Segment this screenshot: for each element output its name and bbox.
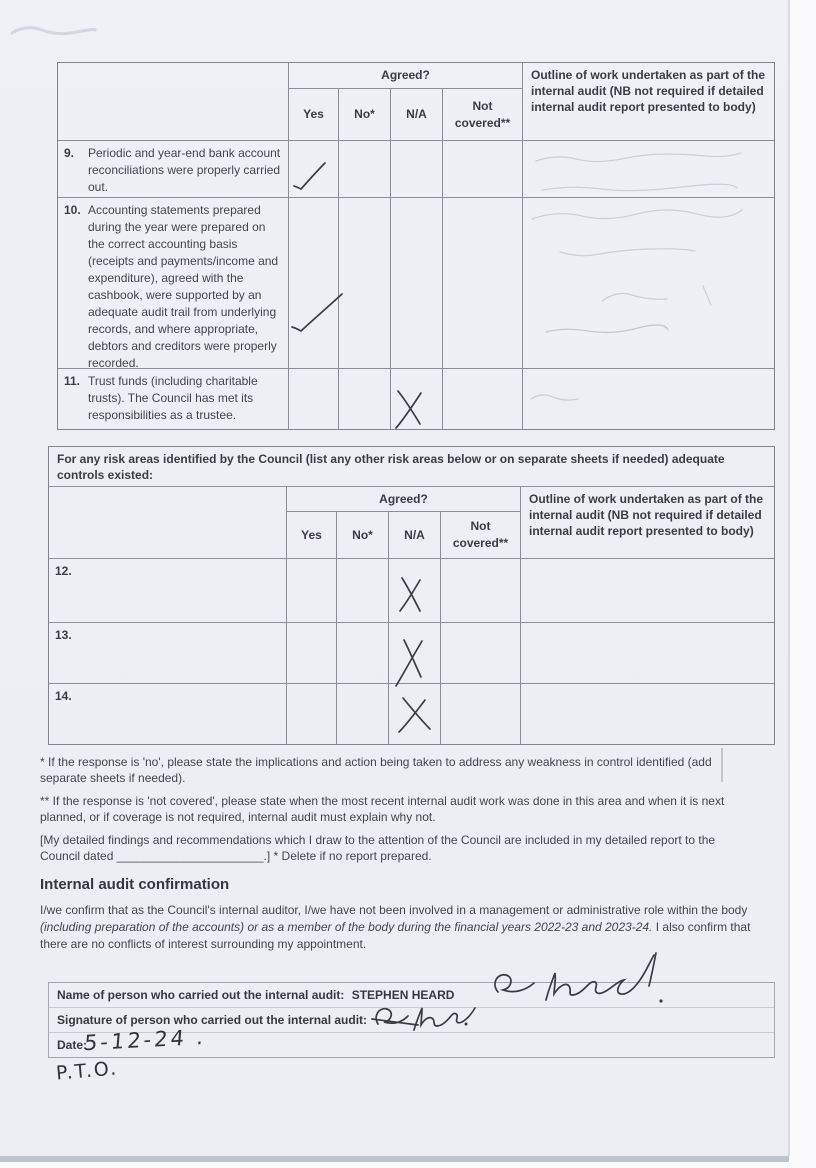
row-13-description [49,623,287,684]
row-9-description [58,141,289,198]
row-11-no-cell [339,369,391,429]
row-10-no-cell [339,198,391,369]
col-header-na: N/A [389,512,441,559]
row-14-not-covered-cell [441,684,521,744]
row-number: 10. [64,203,81,217]
row-14-yes-cell [287,684,337,744]
col-header-yes: Yes [289,89,339,141]
row-10-outline-cell [523,198,775,369]
row-14-outline-cell [521,684,775,744]
row-12-no-cell [337,559,389,623]
footnote-no-response: * If the response is 'no', please state the implications and action being taken to address any weakness in control identified (add separate sheets if needed). [40,755,712,785]
row-10-na-cell [391,198,443,369]
internal-audit-confirmation-heading: Internal audit confirmation [40,876,230,893]
footnote-detailed-findings: [My detailed findings and recommendations which I draw to the attention of the Council are included in my detailed report to the Council dated ______________________.] * Delete if no report prepared. [40,833,716,863]
row-9-na-cell [391,141,443,198]
row-number: 14. [55,689,72,703]
row-text: Periodic and year-end bank account reconciliations were properly carried out. [88,146,281,194]
paper-edge [788,0,790,1156]
auditor-name-value: STEPHEN HEARD [351,988,455,1002]
col-header-not-covered: Not covered** [441,512,521,559]
desc-header-empty-cell [58,63,289,141]
row-13-no-cell [337,623,389,684]
row-11-outline-cell [523,369,775,429]
outline-header-cell: Outline of work undertaken as part of the internal audit (NB not required if detailed internal audit report presented to body) [523,63,775,141]
row-9-yes-cell [289,141,339,198]
row-number: 9. [64,146,75,160]
agreed-header-cell: Agreed? [287,487,521,512]
row-14-description [49,684,287,744]
scan-bottom-edge [0,1156,789,1162]
desc-header-empty-cell [49,487,287,559]
row-9-outline-cell [523,141,775,198]
row-number: 13. [55,628,72,642]
col-header-no: No* [339,89,391,141]
row-13-yes-cell [287,623,337,684]
row-number: 12. [55,564,72,578]
row-10-not-covered-cell [443,198,523,369]
auditor-name-row [49,983,774,1008]
row-12-na-cell [389,559,441,623]
row-12-not-covered-cell [441,559,521,623]
col-header-yes: Yes [287,512,337,559]
row-9-no-cell [339,141,391,198]
col-header-na: N/A [391,89,443,141]
agreed-header-cell: Agreed? [289,63,523,89]
row-14-no-cell [337,684,389,744]
row-9-not-covered-cell [443,141,523,198]
internal-audit-table-rows-9-11 [57,62,775,430]
auditor-name-label: Name of person who carried out the internal audit: [57,988,345,1002]
row-12-outline-cell [521,559,775,623]
row-number: 11. [64,374,81,388]
row-text: Accounting statements prepared during the year were prepared on the correct accounting basis (receipts and payments/income and expenditure), agreed with the cashbook, were supported by an adequate audit trail from underlying records, and where appropriate, debtors and creditors were properly recorded. [88,203,279,370]
row-text: Trust funds (including charitable trusts). The Council has met its responsibilities as a trustee. [88,374,258,422]
auditor-signature-label: Signature of person who carried out the internal audit: [57,1013,368,1027]
row-11-yes-cell [289,369,339,429]
row-12-yes-cell [287,559,337,623]
row-10-description [58,198,289,369]
confirmation-paragraph [40,902,772,953]
row-11-description [58,369,289,429]
row-13-not-covered-cell [441,623,521,684]
row-11-not-covered-cell [443,369,523,429]
handwritten-pto: P.T.O. [55,1057,119,1085]
footnotes-block [40,754,740,871]
row-10-yes-cell [289,198,339,369]
row-13-outline-cell [521,623,775,684]
confirmation-text-1: I/we confirm that as the Council's internal auditor, I/we have not been involved in a management or administrative role within the body [40,903,748,917]
audit-date-label: Date: [57,1038,88,1052]
col-header-no: No* [337,512,389,559]
confirmation-text-2: I also confirm that there are no conflicts of interest surrounding my appointment. [40,920,751,951]
risk-areas-table-rows-12-14 [48,446,775,745]
row-13-na-cell [389,623,441,684]
row-12-description [49,559,287,623]
handwritten-date: 5-12-24 . [83,1024,208,1056]
footnote-not-covered: ** If the response is 'not covered', please state when the most recent internal audit work was done in this area and when it is next planned, or if coverage is not required, internal audit must explain why not. [40,794,725,824]
risk-areas-caption: For any risk areas identified by the Council (list any other risk areas below or on separate sheets if needed) adequate controls existed: [49,447,775,487]
outline-header-cell: Outline of work undertaken as part of the internal audit (NB not required if detailed internal audit report presented to body) [521,487,775,559]
confirmation-text-italic: (including preparation of the accounts) or as a member of the body during the financial years 2022-23 and 2023-24. [40,920,653,934]
col-header-not-covered: Not covered** [443,89,523,141]
row-11-na-cell [391,369,443,429]
row-14-na-cell [389,684,441,744]
